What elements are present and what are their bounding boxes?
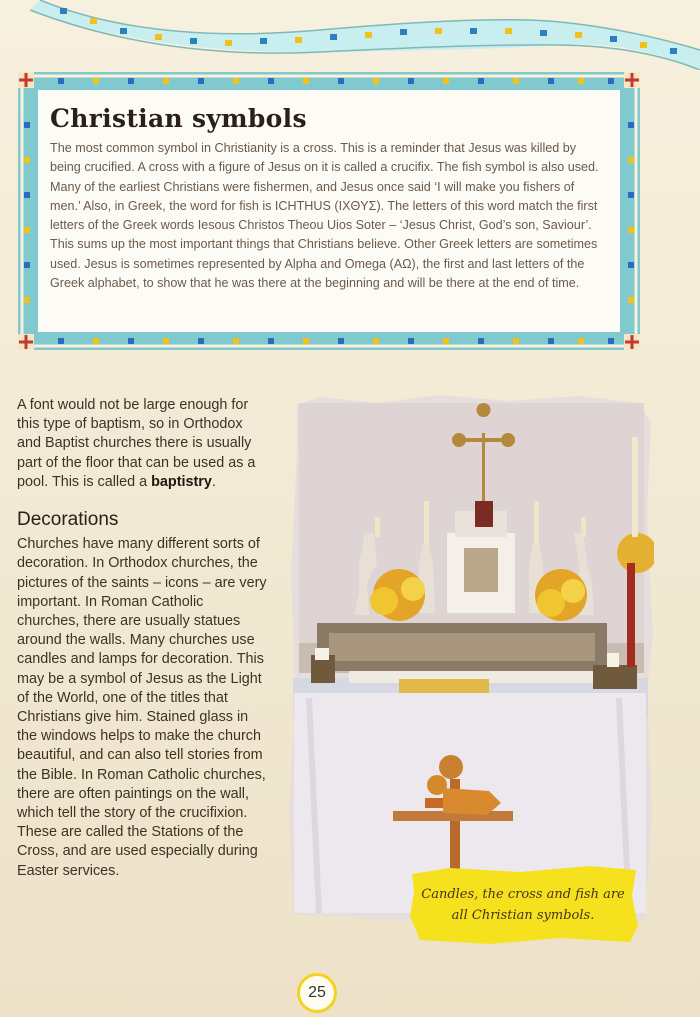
- page-number-badge: [297, 973, 337, 1013]
- section-title: Christian symbols: [50, 104, 307, 133]
- baptistry-term: baptistry: [151, 473, 212, 490]
- left-column: [17, 396, 267, 881]
- page-number: 25: [308, 984, 326, 1001]
- decorations-heading: Decorations: [17, 509, 119, 531]
- photo-caption: Candles, the cross and fish are all Christian symbols.: [421, 887, 625, 923]
- symbols-paragraph: The most common symbol in Christianity is a cross. This is a reminder that Jesus was killed by being crucified. A cross with a figure of Jesus on it is called a crucifix. The fish symbol is also used. Many of the earliest Christians were fishermen, and Jesus once said ‘I will make you fishers of men.’ Also, in Greek, the word for fish is ICHTHUS (IXΘYΣ). The letters of this word match the first letters of the Greek words Iesous Christos Theou Uios Soter – ‘Jesus Christ, God’s son, Saviour’. This sums up the most important things that Christians believe. Other Greek letters are sometimes used. Jesus is sometimes represented by Alpha and Omega (AΩ), the first and last letters of the Greek alphabet, to show that he was there at the beginning and will be there at the end of time.: [50, 141, 599, 291]
- decorations-paragraph: Churches have many different sorts of decoration. In Orthodox churches, the pictures of the saints – icons – are very important. In Roman Catholic churches, there are usually statues around the walls. Many churches use candles and lamps for decoration. This may be a symbol of Jesus as the Light of the World, one of the titles that Christians give him. Stained glass in the windows helps to make the church beautiful, and can also tell stories from the Bible. In Roman Catholic churches, there are often paintings on the wall, which tell the story of the crucifixion. These are called the Stations of the Cross, and are used especially during Easter services.: [17, 536, 267, 879]
- baptistry-paragraph: [17, 396, 267, 492]
- symbols-text-panel: [38, 90, 620, 332]
- altar-photo: [289, 393, 654, 923]
- intro-text: A font would not be large enough for this type of baptism, so in Orthodox and Baptist churches there is usually part of the floor that can be used as a pool. This is called a: [17, 397, 256, 490]
- christian-symbols-box: [18, 72, 640, 350]
- decorative-wave-border: [0, 0, 700, 70]
- intro-end: .: [211, 473, 216, 490]
